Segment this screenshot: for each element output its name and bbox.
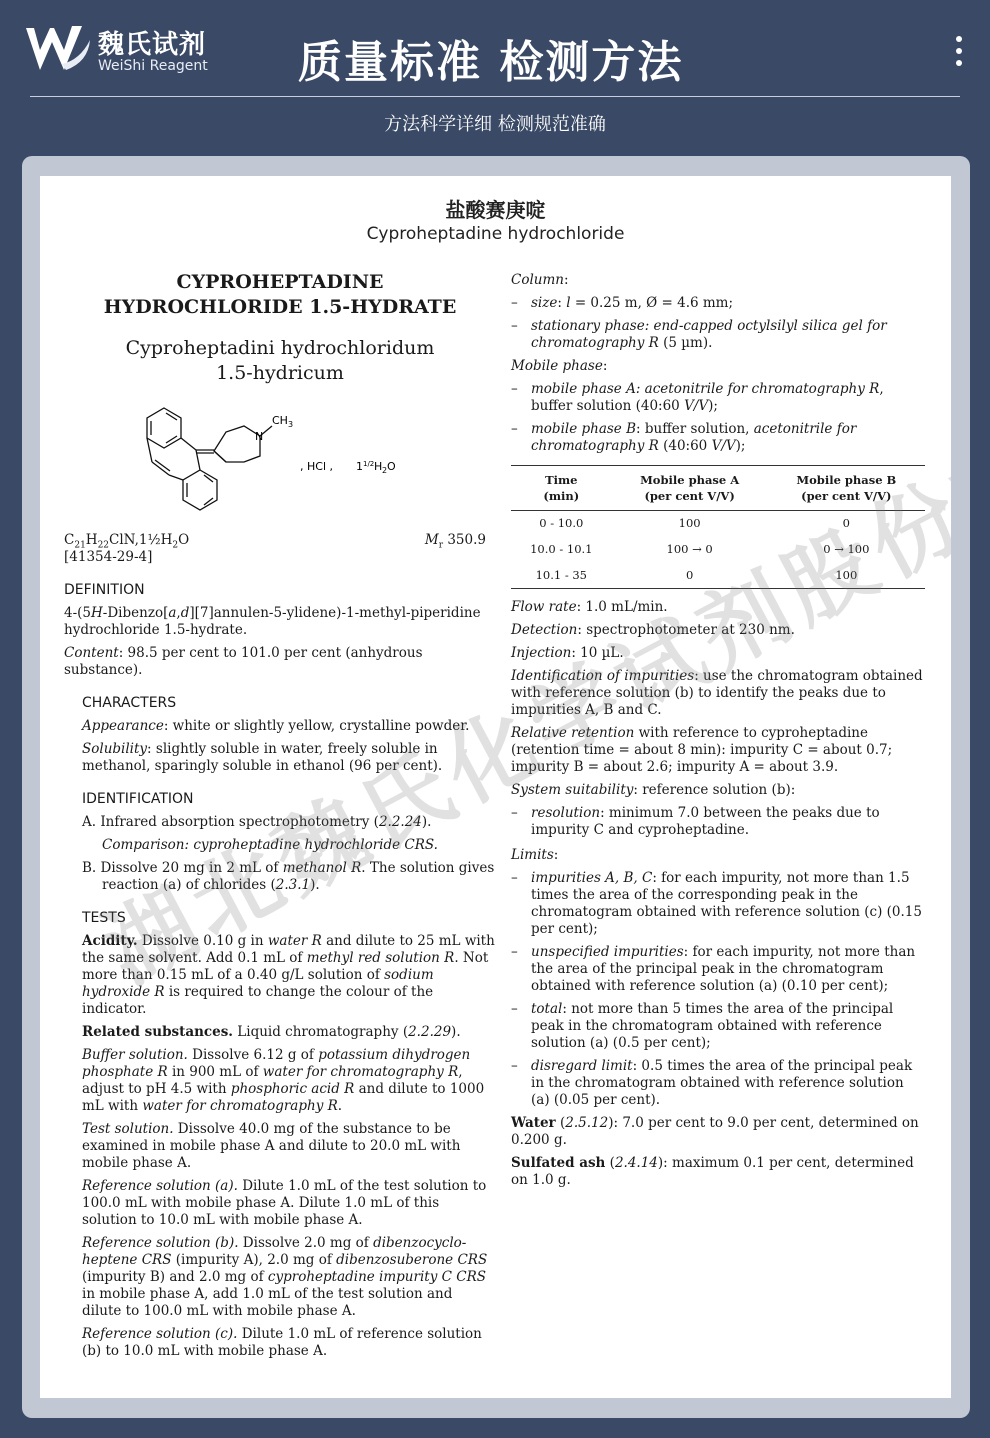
- structural-formula-icon: [64, 400, 496, 524]
- mobile-phase-a: – mobile phase A: acetonitrile for chromatography R, buffer solution (40:60 V/V);: [511, 381, 925, 415]
- limit-total: – total: not more than 5 times the area of the principal peak in the chromatogram obtained with reference solution (a) (0.5 per cent);: [511, 1001, 925, 1052]
- reference-solution-c-text: Reference solution (c). Dilute 1.0 mL of reference solution (b) to 10.0 mL with mobile phase A.: [82, 1326, 482, 1359]
- molecular-formula: $C_{21}H_{22}ClN,1\frac{1}{2}H_2O$ $M_r$ 350.9: [64, 532, 496, 549]
- header-divider: [30, 96, 960, 97]
- characters-heading: CHARACTERS: [82, 695, 177, 711]
- monograph-title: CYPROHEPTADINE HYDROCHLORIDE 1.5-HYDRATE: [103, 271, 457, 318]
- cas-number: [41354-29-4]: [64, 549, 153, 565]
- identification-b: B. Dissolve 20 mg in 2 mL of methanol R. The solution gives reaction (a) of chlorides (2.3.1).: [82, 860, 495, 893]
- header-bar: [0, 0, 990, 100]
- identification-heading: IDENTIFICATION: [82, 791, 194, 807]
- reference-solution-a-text: Reference solution (a). Dilute 1.0 mL of the test solution to 100.0 mL with mobile phase A. Dilute 1.0 mL of this solution to 10.0 mL with mobile phase A.: [82, 1178, 487, 1228]
- table-header: Time (min): [543, 473, 580, 503]
- solubility-text: Solubility: slightly soluble in water, freely soluble in methanol, sparingly soluble in ethanol (96 per cent).: [82, 741, 443, 774]
- document-page: [40, 176, 951, 1398]
- stationary-phase: – stationary phase: end-capped octylsilyl silica gel for chromatography R (5 µm).: [511, 318, 925, 352]
- molecular-mass: $M_r$ 350.9: [424, 532, 486, 551]
- water-test: Water (2.5.12): 7.0 per cent to 9.0 per cent, determined on 0.200 g.: [511, 1115, 919, 1148]
- appearance-text: Appearance: white or slightly yellow, crystalline powder.: [82, 718, 470, 734]
- definition-heading: DEFINITION: [64, 582, 145, 598]
- right-column: [511, 272, 925, 1189]
- reference-solution-b-text: Reference solution (b). Dissolve 2.0 mg of dibenzocyclo-heptene CRS (impurity A), 2.0 mg of dibenzosuberone CRS (impurity B) and 2.0 mg of cyproheptadine impurity C CRS in mobile phase A, add 1.0 mL of the test solution and dilute to 100.0 mL with mobile phase A.: [82, 1235, 488, 1319]
- table-header: Mobile phase B (per cent V/V): [796, 473, 897, 503]
- table-header: Mobile phase A (per cent V/V): [640, 473, 740, 503]
- svg-text:O: O: [387, 460, 396, 473]
- svg-text:CH: CH: [272, 414, 288, 427]
- system-suitability: System suitability: reference solution (b):: [511, 782, 796, 798]
- detection: Detection: spectrophotometer at 230 nm.: [511, 622, 795, 638]
- test-solution-text: Test solution. Dissolve 40.0 mg of the substance to be examined in mobile phase A and dilute to 20.0 mL with mobile phase A.: [82, 1121, 461, 1171]
- acidity-text: Acidity. Dissolve 0.10 g in water R and dilute to 25 mL with the same solvent. Add 0.1 mL of methyl red solution R. Not more than 0.15 mL of a 0.40 g/L solution of sodium hydroxide R is required to change the colour of the indicator.: [82, 933, 495, 1017]
- table-row: 0 - 10.0 100 0: [539, 516, 850, 531]
- svg-text:3: 3: [288, 420, 294, 429]
- svg-text:N: N: [255, 430, 264, 443]
- buffer-solution-text: Buffer solution. Dissolve 6.12 g of potassium dihydrogen phosphate R in 900 mL of water for chromatography R, adjust to pH 4.5 with phosphoric acid R and dilute to 1000 mL with water for chromatography R.: [82, 1047, 485, 1114]
- identification-comparison: Comparison: cyproheptadine hydrochloride CRS.: [102, 837, 438, 853]
- limits-label: Limits:: [511, 847, 559, 863]
- table-row: 10.1 - 35 0 100: [511, 563, 925, 589]
- tests-heading: TESTS: [82, 910, 126, 926]
- related-substances-text: Related substances. Liquid chromatography (2.2.29).: [82, 1024, 461, 1040]
- limit-unspecified: – unspecified impurities: for each impurity, not more than the area of the principal peak in the chromatogram obtained with reference solution (a) (0.10 per cent);: [511, 944, 925, 995]
- brand-name-en: WeiShi Reagent: [98, 58, 208, 74]
- definition-text: 4-(5H-Dibenzo[a,d][7]annulen-5-ylidene)-1-methyl-piperidine hydrochloride 1.5-hydrate.: [64, 605, 481, 638]
- latin-name: Cyproheptadini hydrochloridum 1.5-hydricum: [125, 337, 435, 384]
- content-text: Content: 98.5 per cent to 101.0 per cent (anhydrous substance).: [64, 645, 423, 678]
- doc-name-cn: 盐酸赛庚啶: [445, 198, 546, 222]
- svg-text:1: 1: [356, 460, 363, 473]
- svg-text:H: H: [374, 460, 383, 473]
- identification-a: A. Infrared absorption spectrophotometry (2.2.24).: [82, 814, 432, 830]
- table-row: 10.0 - 10.1 100 → 0 0 → 100: [530, 542, 870, 556]
- relative-retention: Relative retention with reference to cyproheptadine (retention time = about 8 min): impurity C = about 0.7; impurity B = about 2.6; impurity A = about 3.9.: [511, 725, 893, 775]
- limit-disregard: – disregard limit: 0.5 times the area of the principal peak in the chromatogram obtained with reference solution (a) (0.05 per cent).: [511, 1058, 925, 1109]
- left-column: [64, 270, 496, 1360]
- svg-text:, HCl ,: , HCl ,: [300, 460, 333, 473]
- svg-text:2: 2: [382, 466, 388, 475]
- limit-impurities-abc: – impurities A, B, C: for each impurity, not more than 1.5 times the area of the corresponding peak in the chromatogram obtained with reference solution (c) (0.15 per cent);: [511, 870, 925, 938]
- flow-rate: Flow rate: 1.0 mL/min.: [511, 599, 668, 615]
- sulfated-ash-test: Sulfated ash (2.4.14): maximum 0.1 per cent, determined on 1.0 g.: [511, 1155, 914, 1188]
- brand-name-cn: 魏氏试剂: [98, 30, 207, 60]
- resolution: – resolution: minimum 7.0 between the peaks due to impurity C and cyproheptadine.: [511, 805, 925, 839]
- injection: Injection: 10 µL.: [511, 645, 624, 661]
- weishi-logo-icon: [22, 20, 92, 78]
- gradient-table: [511, 465, 925, 589]
- identification-of-impurities: Identification of impurities: use the chromatogram obtained with reference solution (b) to identify the peaks due to impurities A, B and C.: [511, 668, 923, 718]
- mobile-phase-b: – mobile phase B: buffer solution, acetonitrile for chromatography R (40:60 V/V);: [511, 421, 925, 455]
- page-title: 质量标准 检测方法: [298, 37, 684, 88]
- more-menu-icon[interactable]: [952, 36, 966, 72]
- structure-diagram: [64, 400, 496, 524]
- mobile-phase-label: Mobile phase:: [511, 358, 608, 374]
- page-subtitle: 方法科学详细 检测规范准确: [384, 114, 606, 135]
- column-label: Column:: [511, 272, 569, 288]
- svg-text:1/2: 1/2: [363, 460, 375, 468]
- doc-name-en: Cyproheptadine hydrochloride: [366, 224, 625, 244]
- column-size: – size: l = 0.25 m, Ø = 4.6 mm;: [511, 295, 925, 312]
